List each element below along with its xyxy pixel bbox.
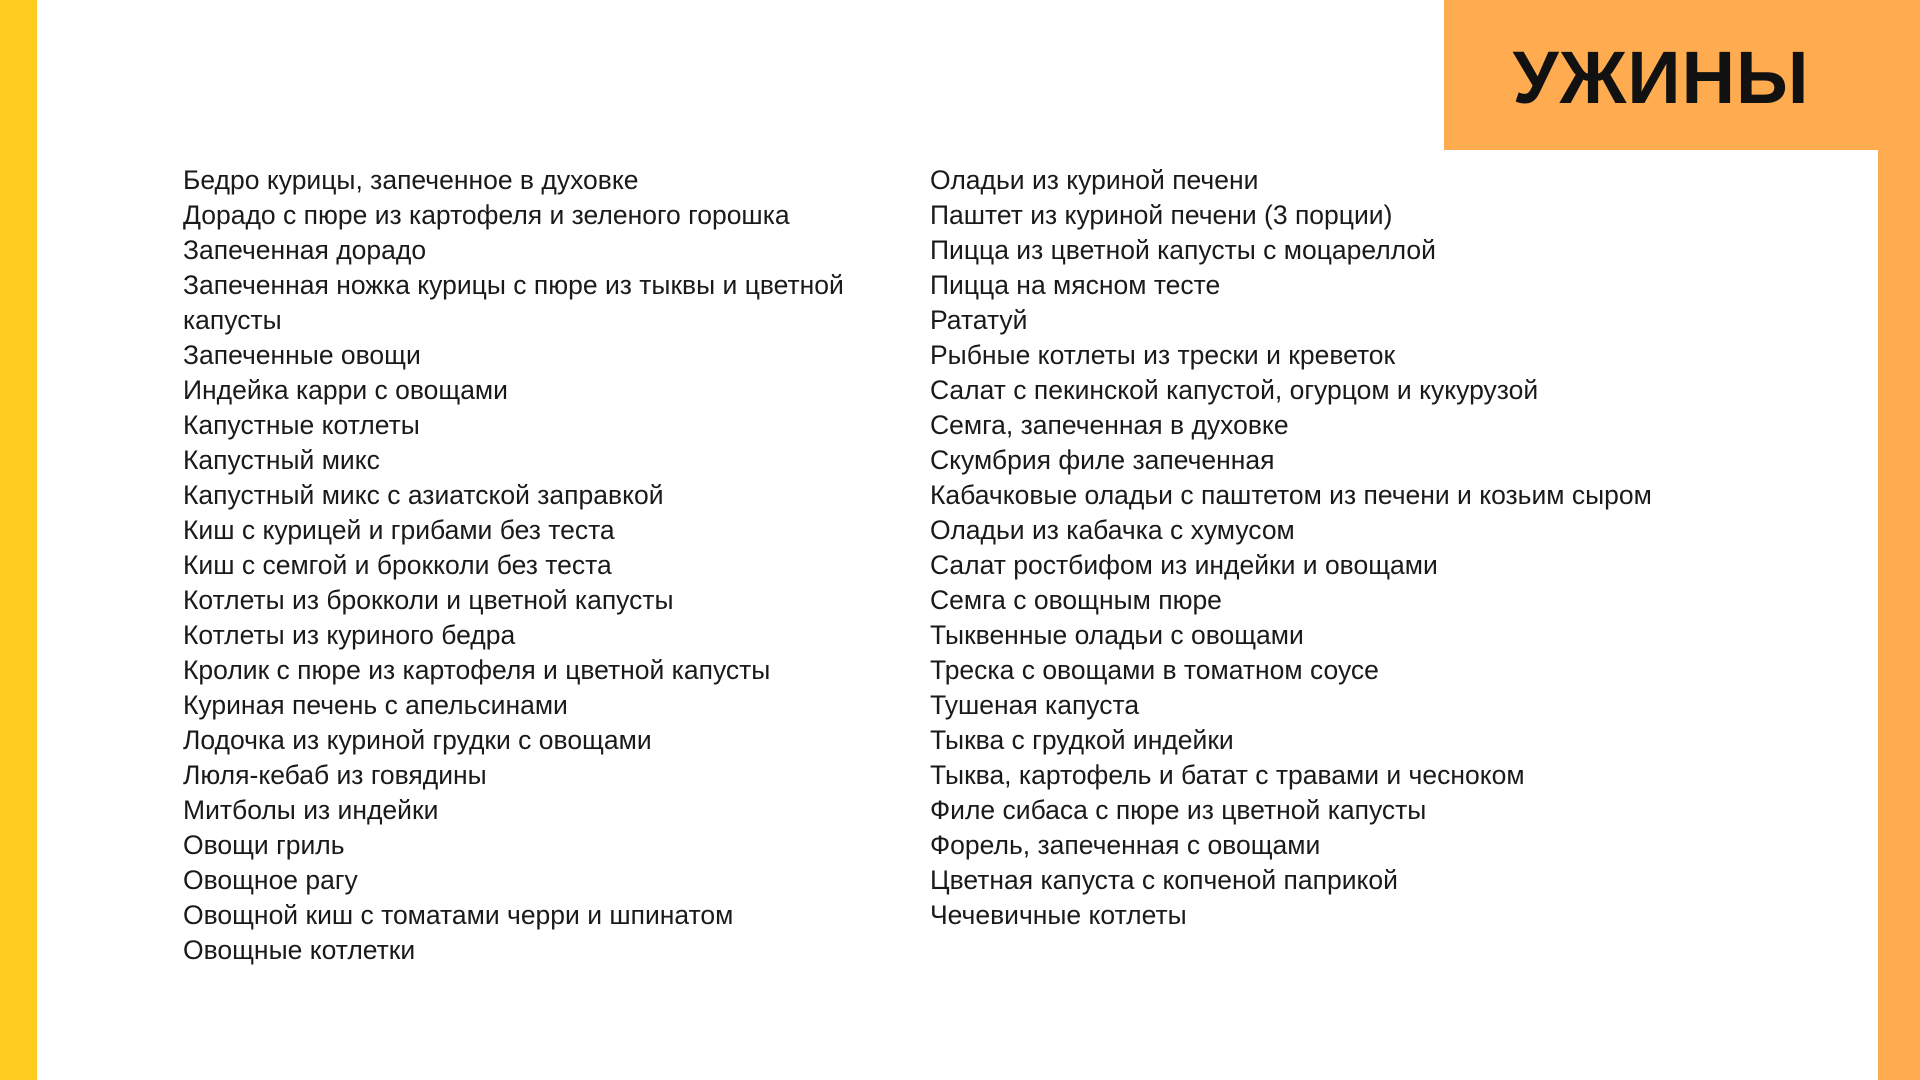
list-item: Дорадо с пюре из картофеля и зеленого горошка [183,200,790,230]
list-item: Лодочка из куриной грудки с овощами [183,725,652,755]
list-item: Оладьи из куриной печени [930,165,1259,195]
list-item: Треска с овощами в томатном соусе [930,655,1379,685]
title-banner [1444,0,1878,150]
list-item: Овощные котлетки [183,935,416,965]
list-item: Котлеты из брокколи и цветной капусты [183,585,674,615]
list-item: Паштет из куриной печени (3 порции) [930,200,1393,230]
list-item: Рататуй [930,305,1028,335]
list-item: Оладьи из кабачка с хумусом [930,515,1295,545]
list-item: Салат ростбифом из индейки и овощами [930,550,1438,580]
list-item: Пицца из цветной капусты с моцареллой [930,235,1436,265]
list-item: Салат с пекинской капустой, огурцом и кукурузой [930,375,1539,405]
list-item: Семга, запеченная в духовке [930,410,1289,440]
list-item: Люля-кебаб из говядины [183,760,487,790]
list-item: Запеченная ножка курицы с пюре из тыквы и цветной капусты [183,270,844,335]
list-item: Капустный микс с азиатской заправкой [183,480,664,510]
list-item: Капустный микс [183,445,380,475]
list-item: Форель, запеченная с овощами [930,830,1321,860]
list-item: Запеченная дорадо [183,235,427,265]
list-item: Скумбрия филе запеченная [930,445,1275,475]
list-item: Рыбные котлеты из трески и креветок [930,340,1396,370]
list-item: Кролик с пюре из картофеля и цветной капусты [183,655,771,685]
list-item: Овощное рагу [183,865,358,895]
list-item: Овощи гриль [183,830,345,860]
list-item: Овощной киш с томатами черри и шпинатом [183,900,734,930]
list-item: Индейка карри с овощами [183,375,508,405]
dish-list-right [930,163,1810,933]
left-accent-stripe [0,0,37,1080]
list-item: Котлеты из куриного бедра [183,620,516,650]
list-item: Киш с курицей и грибами без теста [183,515,615,545]
list-item: Филе сибаса с пюре из цветной капусты [930,795,1427,825]
list-item: Запеченные овощи [183,340,421,370]
list-item: Тыква, картофель и батат с травами и чесноком [930,760,1525,790]
list-item: Киш с семгой и брокколи без теста [183,550,612,580]
list-item: Кабачковые оладьи с паштетом из печени и козьим сыром [930,480,1652,510]
list-item: Чечевичные котлеты [930,900,1187,930]
list-item: Тыквенные оладьи с овощами [930,620,1304,650]
list-item: Семга с овощным пюре [930,585,1222,615]
list-item: Бедро курицы, запеченное в духовке [183,165,639,195]
dish-list-left [183,163,913,968]
list-item: Пицца на мясном тесте [930,270,1221,300]
list-item: Тушеная капуста [930,690,1140,720]
list-item: Цветная капуста с копченой паприкой [930,865,1398,895]
page-title: УЖИНЫ [1512,35,1810,119]
list-item: Митболы из индейки [183,795,439,825]
list-item: Капустные котлеты [183,410,420,440]
right-accent-stripe [1878,0,1920,1080]
list-item: Куриная печень с апельсинами [183,690,568,720]
list-item: Тыква с грудкой индейки [930,725,1234,755]
